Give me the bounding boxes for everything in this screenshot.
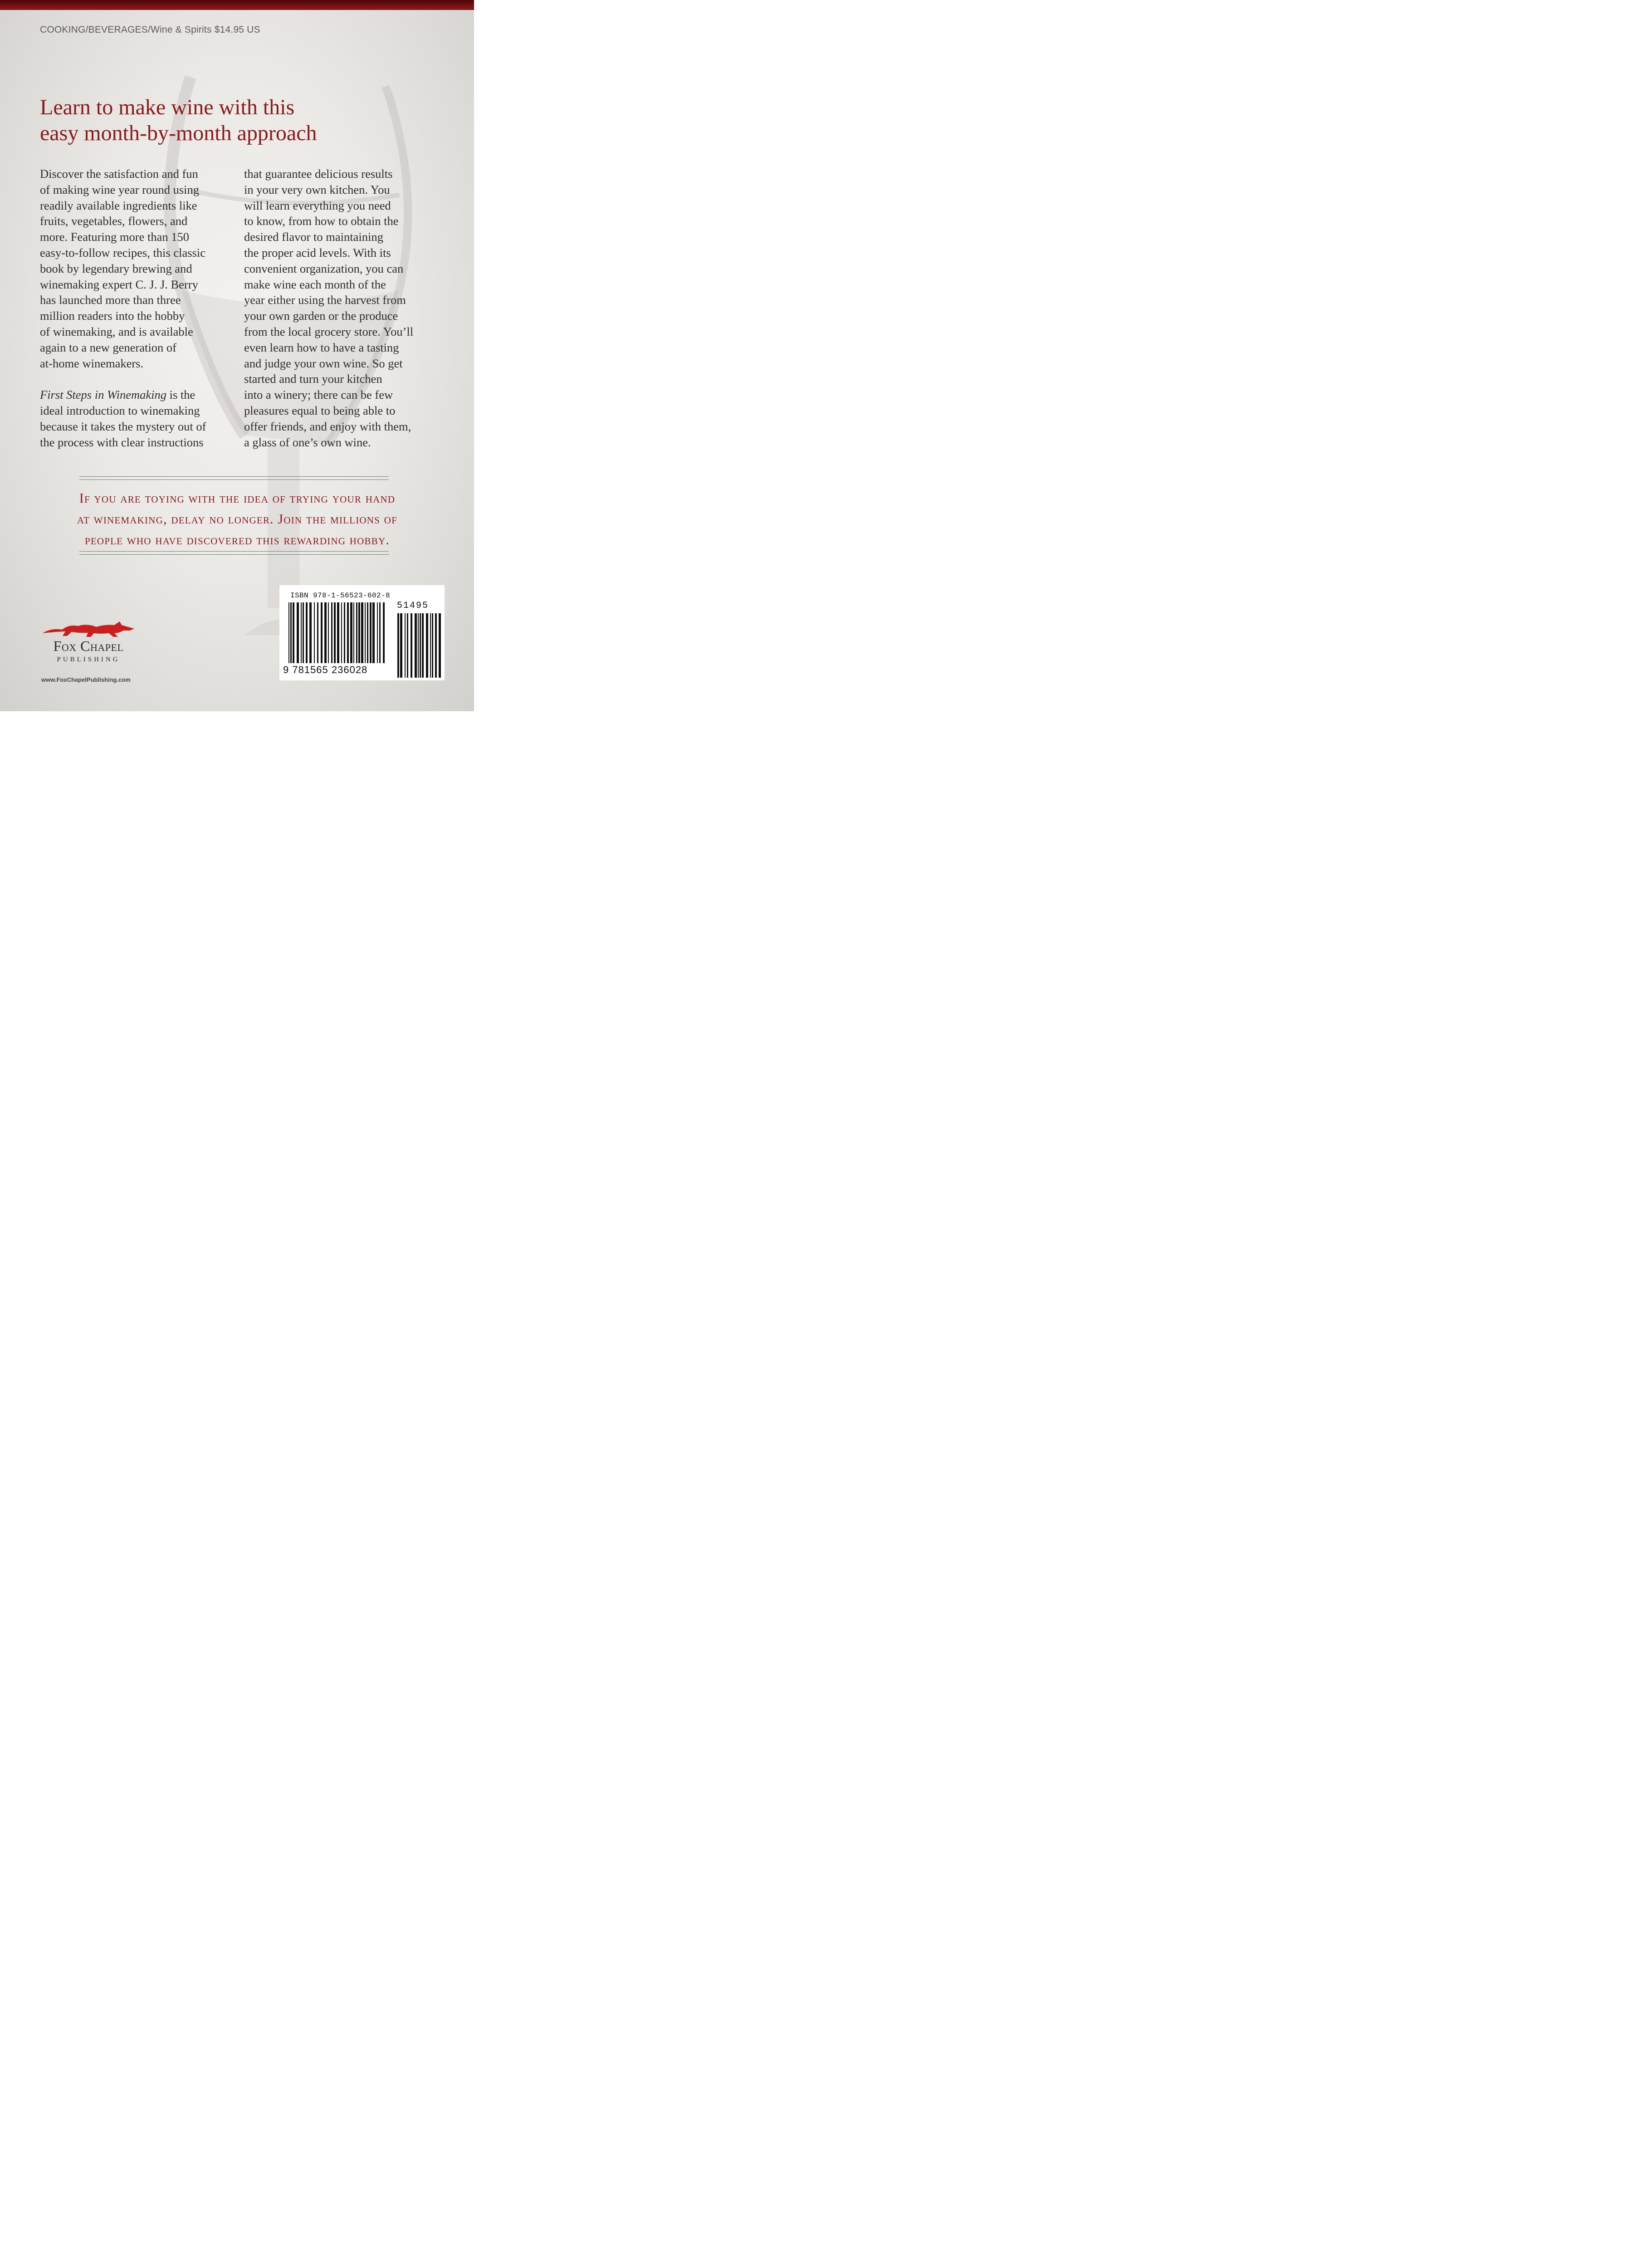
barcode-bar — [422, 613, 424, 678]
barcode-bar — [293, 602, 294, 663]
barcode-bar — [370, 602, 372, 663]
barcode-bar — [356, 602, 357, 663]
barcode-bar — [432, 613, 433, 678]
barcode-bar — [430, 613, 431, 678]
barcode-bar — [400, 613, 402, 678]
ean-barcode-bars — [288, 602, 385, 663]
barcode-bar — [347, 602, 349, 663]
barcode-bar — [324, 602, 327, 663]
barcode-bar — [334, 602, 336, 663]
barcode-bar — [415, 613, 417, 678]
barcode-bar — [290, 602, 292, 663]
isbn-text: ISBN 978-1-56523-602-8 — [290, 591, 391, 600]
barcode-bar — [365, 602, 366, 663]
barcode-bar — [337, 602, 339, 663]
barcode-bar — [383, 602, 385, 663]
barcode-bar — [321, 602, 323, 663]
barcode-bar — [328, 602, 329, 663]
price-code: 51495 — [397, 601, 429, 611]
barcode-bar — [439, 613, 441, 678]
barcode-graphic — [0, 0, 474, 711]
barcode-bar — [411, 613, 412, 678]
barcode-bar — [405, 613, 406, 678]
barcode-bar — [397, 613, 399, 678]
barcode-bar — [331, 602, 332, 663]
ean-digits: 9 781565 236028 — [283, 664, 368, 675]
barcode-bar — [297, 602, 299, 663]
barcode-bar — [341, 602, 342, 663]
barcode-bar — [377, 602, 378, 663]
headline-text: Learn to make wine with this easy month-by-month approach — [40, 95, 317, 145]
addon-barcode-bars — [397, 613, 441, 678]
barcode-bar — [353, 602, 354, 663]
barcode-bar — [350, 602, 352, 663]
barcode-bar — [361, 602, 363, 663]
barcode-bar — [420, 613, 421, 678]
category-price-line: COOKING/BEVERAGES/Wine & Spirits $14.95 US — [40, 24, 260, 35]
book-title-italic: First Steps in Winemaking — [40, 388, 166, 402]
barcode-bar — [372, 602, 375, 663]
publisher-subtitle: PUBLISHING — [57, 656, 120, 663]
pull-quote: If you are toying with the idea of trying your hand at winemaking, delay no longer. Join the millions of people who have discovered this rewarding hobby. — [77, 491, 397, 547]
barcode-bar — [426, 613, 428, 678]
barcode-bar — [435, 613, 437, 678]
book-back-cover — [0, 0, 474, 711]
barcode-bar — [379, 602, 381, 663]
body-paragraph-3: that guarantee delicious results in your very own kitchen. You will learn everything you need to know, from how to obtain the desired flavor to maintaining the proper acid levels. With its convenient organization, you can make wine each month of the year either using the harvest from your own garden or the produce from the local grocery store. You’ll even learn how to have a tasting and judge your own wine. So get started and turn your kitchen into a winery; there can be few pleasures equal to being able to offer friends, and enjoy with them, a glass of one’s own wine. — [244, 167, 414, 449]
body-paragraph-2-text: is the ideal introduction to winemaking because it takes the mystery out of the process with clear instructions — [40, 388, 206, 449]
barcode-bar — [344, 602, 345, 663]
barcode-bar — [314, 602, 315, 663]
barcode-bar — [306, 602, 308, 663]
barcode-bar — [303, 602, 304, 663]
barcode-bar — [407, 613, 408, 678]
barcode-bar — [309, 602, 312, 663]
publisher-url: www.FoxChapelPublishing.com — [41, 676, 131, 683]
barcode-bar — [358, 602, 360, 663]
barcode-bar — [418, 613, 419, 678]
barcode-bar — [288, 602, 289, 663]
body-paragraph-1: Discover the satisfaction and fun of making wine year round using readily available ingredients like fruits, vegetables, flowers, and more. Featuring more than 150 easy-to-follow recipes, this classic book by legendary brewing and winemaking expert C. J. J. Berry has launched more than three million readers into the hobby of winemaking, and is available again to a new generation of at-home winemakers. — [40, 167, 205, 370]
publisher-name: Fox Chapel — [53, 638, 124, 654]
barcode-bar — [317, 602, 318, 663]
barcode-bar — [367, 602, 368, 663]
barcode-bar — [301, 602, 302, 663]
